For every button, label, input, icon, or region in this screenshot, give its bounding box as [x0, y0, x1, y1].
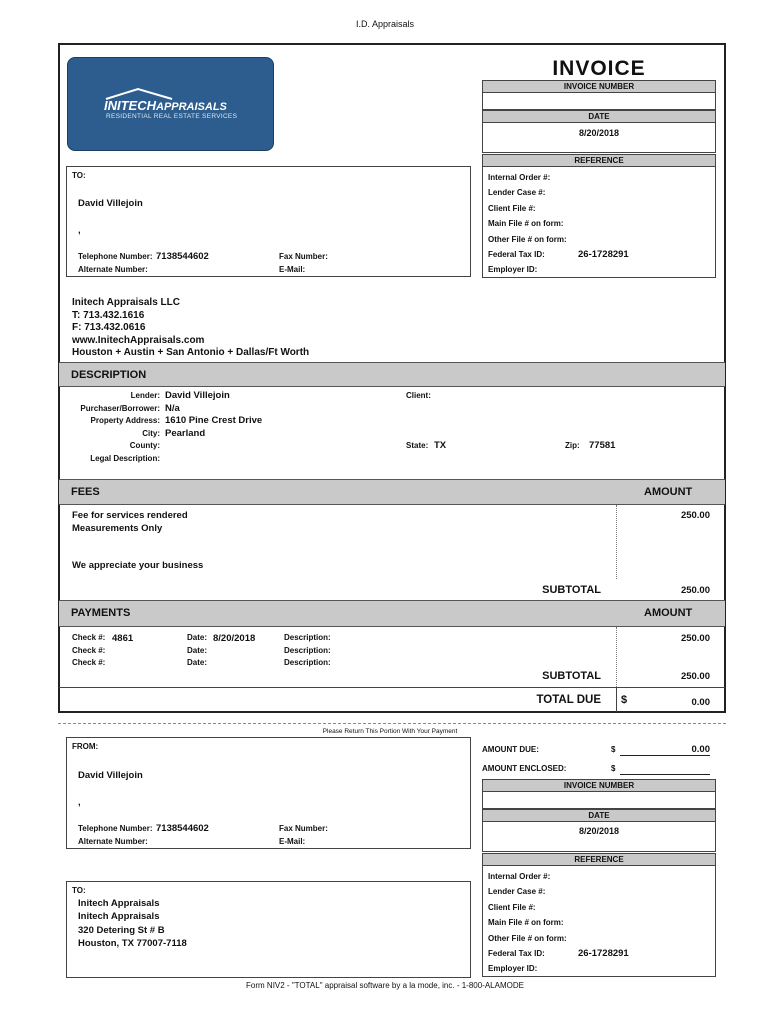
header-title: I.D. Appraisals	[355, 19, 415, 29]
employer-id-label: Employer ID:	[488, 265, 538, 274]
amount-due-value: 0.00	[620, 744, 710, 756]
reference-box	[482, 166, 716, 278]
payment-date-1: 8/20/2018	[213, 633, 256, 644]
from-box	[66, 737, 471, 849]
invoice-number-label: INVOICE NUMBER	[482, 80, 716, 93]
company-name: Initech Appraisals LLC	[72, 297, 180, 308]
company-phone: T: 713.432.1616	[72, 309, 145, 321]
date-field	[482, 122, 716, 153]
client-file-label: Client File #:	[488, 204, 536, 213]
footer: Form NIV2 - "TOTAL" appraisal software by a la mode, inc. - 1-800-ALAMODE	[246, 981, 524, 990]
alternate-label: Alternate Number:	[78, 265, 148, 274]
remit-employer-id-label: Employer ID:	[488, 964, 538, 973]
lender-label: Lender:	[130, 391, 160, 400]
to-label: TO:	[72, 171, 86, 180]
company-web: www.InitechAppraisals.com	[72, 334, 205, 346]
address-label: Property Address:	[90, 416, 160, 425]
federal-tax-value: 26-1728291	[578, 249, 629, 260]
fees-amount-label: AMOUNT	[644, 486, 693, 498]
state-value: TX	[434, 440, 447, 451]
remit-to-box	[66, 881, 471, 978]
remit-date-label: DATE	[482, 809, 716, 822]
company-fax: F: 713.432.0616	[72, 322, 146, 334]
from-telephone: 7138544602	[156, 823, 209, 834]
remit-client-file-label: Client File #:	[488, 903, 536, 912]
check-label-3: Check #:	[72, 658, 106, 667]
remit-date-value: 8/20/2018	[578, 826, 620, 836]
remit-invoice-number-label: INVOICE NUMBER	[482, 779, 716, 792]
description-bar	[59, 362, 725, 387]
fee-line1: Fee for services rendered	[72, 510, 188, 521]
amount-enclosed-label: AMOUNT ENCLOSED:	[482, 764, 567, 773]
payments-divider	[616, 627, 617, 687]
remit-to-line1: Initech Appraisals	[78, 898, 160, 909]
check-number-1: 4861	[112, 633, 134, 644]
desc-label-2: Description:	[284, 646, 331, 655]
zip-value: 77581	[589, 440, 616, 451]
remit-lender-case-label: Lender Case #:	[488, 887, 546, 896]
from-email-label: E-Mail:	[279, 837, 306, 846]
remit-federal-tax-value: 26-1728291	[578, 948, 629, 959]
fees-title: FEES	[71, 486, 100, 498]
fee-note: We appreciate your business	[72, 560, 204, 571]
address-value: 1610 Pine Crest Drive	[165, 415, 263, 426]
email-label: E-Mail:	[279, 265, 306, 274]
fees-divider	[616, 505, 617, 579]
zip-label: Zip:	[565, 441, 580, 450]
desc-label-3: Description:	[284, 658, 331, 667]
remit-date-field	[482, 821, 716, 852]
date-label-1: Date:	[187, 633, 208, 642]
invoice-title: INVOICE	[552, 57, 646, 80]
remit-federal-tax-label: Federal Tax ID:	[488, 949, 545, 958]
return-note: Please Return This Portion With Your Payment	[322, 728, 458, 735]
total-divider	[59, 687, 725, 688]
check-label-2: Check #:	[72, 646, 106, 655]
tear-line	[58, 723, 726, 724]
remit-main-file-label: Main File # on form:	[488, 918, 564, 927]
remit-to-line3: 320 Detering St # B	[78, 925, 165, 936]
invoice-number-field[interactable]	[482, 92, 716, 110]
fees-subtotal: 250.00	[680, 585, 710, 596]
internal-order-label: Internal Order #:	[488, 173, 551, 182]
from-fax-label: Fax Number:	[279, 824, 328, 833]
payments-bar	[59, 600, 725, 627]
from-line2: ,	[78, 797, 81, 808]
remit-to-line2: Initech Appraisals	[78, 911, 160, 922]
remit-invoice-number-field[interactable]	[482, 791, 716, 809]
purchaser-label: Purchaser/Borrower:	[80, 404, 160, 413]
date-label-3: Date:	[187, 658, 208, 667]
remit-internal-order-label: Internal Order #:	[488, 872, 551, 881]
remit-reference-box	[482, 865, 716, 977]
lender-value: David Villejoin	[165, 390, 230, 401]
remit-to-line4: Houston, TX 77007-7118	[78, 938, 187, 949]
city-value: Pearland	[165, 428, 206, 439]
desc-label-1: Description:	[284, 633, 331, 642]
other-file-label: Other File # on form:	[488, 235, 567, 244]
fee-amount: 250.00	[680, 510, 710, 521]
total-currency: $	[621, 694, 628, 706]
company-info	[72, 297, 309, 360]
total-due-value: 0.00	[691, 697, 710, 708]
fees-subtotal-label: SUBTOTAL	[542, 584, 601, 596]
company-cities: Houston + Austin + San Antonio + Dallas/Ft Worth	[72, 347, 310, 359]
logo-name2: APPRAISALS	[156, 101, 227, 113]
fees-bar	[59, 479, 725, 505]
amount-enclosed-currency: $	[611, 764, 616, 773]
payments-subtotal-label: SUBTOTAL	[542, 670, 601, 682]
description-title: DESCRIPTION	[71, 369, 147, 381]
from-telephone-label: Telephone Number:	[78, 824, 153, 833]
logo-tagline: RESIDENTIAL REAL ESTATE SERVICES	[106, 113, 238, 120]
from-label: FROM:	[72, 742, 99, 751]
remit-reference-label: REFERENCE	[482, 853, 716, 866]
to-name: David Villejoin	[78, 198, 143, 209]
to-line2: ,	[78, 225, 81, 236]
amount-due-currency: $	[611, 745, 616, 754]
payments-title: PAYMENTS	[71, 607, 131, 619]
total-due-label: TOTAL DUE	[536, 694, 601, 706]
fax-label: Fax Number:	[279, 252, 328, 261]
main-file-label: Main File # on form:	[488, 219, 564, 228]
client-label: Client:	[406, 391, 431, 400]
check-label-1: Check #:	[72, 633, 106, 642]
county-label: County:	[129, 441, 160, 450]
amount-due-label: AMOUNT DUE:	[482, 745, 539, 754]
payments-subtotal: 250.00	[680, 671, 710, 682]
purchaser-value: N/a	[165, 403, 180, 414]
date-value: 8/20/2018	[578, 128, 620, 138]
company-logo	[67, 57, 274, 151]
remit-to-label: TO:	[72, 886, 86, 895]
city-label: City:	[142, 429, 160, 438]
logo-name: INITECH	[104, 98, 156, 113]
federal-tax-label: Federal Tax ID:	[488, 250, 545, 259]
date-label: DATE	[482, 110, 716, 123]
date-label-2: Date:	[187, 646, 208, 655]
from-name: David Villejoin	[78, 770, 143, 781]
remit-other-file-label: Other File # on form:	[488, 934, 567, 943]
payments-amount-label: AMOUNT	[644, 607, 693, 619]
telephone-value: 7138544602	[156, 251, 209, 262]
from-alternate-label: Alternate Number:	[78, 837, 148, 846]
payment-amount: 250.00	[680, 633, 710, 644]
to-box	[66, 166, 471, 277]
fee-line2: Measurements Only	[72, 523, 163, 534]
amount-enclosed-field[interactable]	[620, 764, 710, 775]
state-label: State:	[406, 441, 429, 450]
telephone-label: Telephone Number:	[78, 252, 153, 261]
legal-label: Legal Description:	[90, 454, 160, 463]
reference-label: REFERENCE	[482, 154, 716, 167]
lender-case-label: Lender Case #:	[488, 188, 546, 197]
total-vdivider	[616, 687, 617, 712]
